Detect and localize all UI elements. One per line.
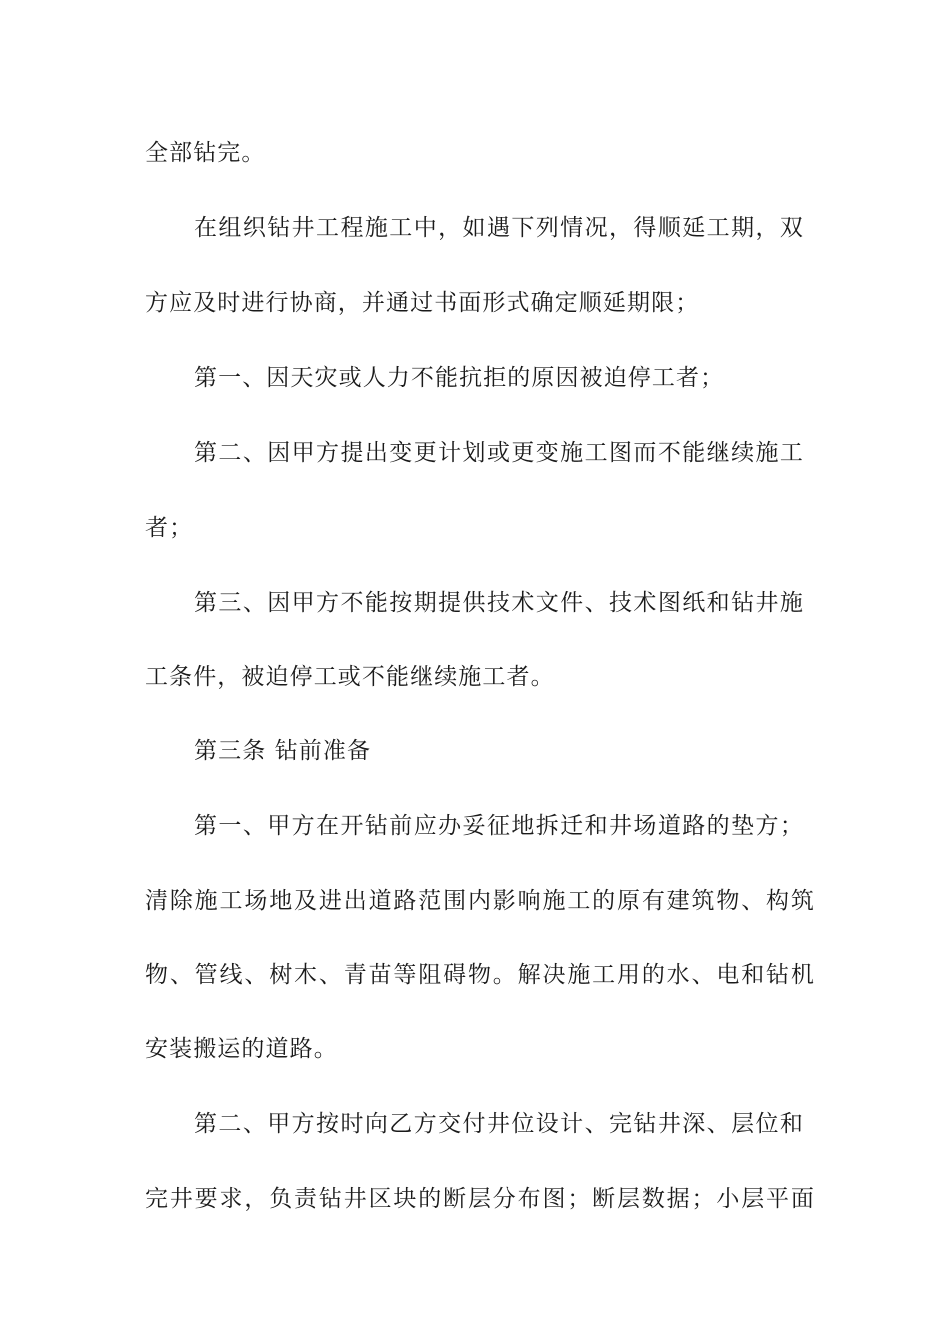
- text-line: 物、管线、树木、青苗等阻碍物。解决施工用的水、电和钻机: [145, 962, 815, 988]
- paragraph-first-line: 第一、甲方在开钻前应办妥征地拆迁和井场道路的垫方；: [194, 813, 804, 839]
- text-line: 者；: [145, 515, 194, 541]
- text-line: 方应及时进行协商，并通过书面形式确定顺延期限；: [145, 290, 700, 316]
- section-heading: 第三条 钻前准备: [194, 738, 372, 764]
- paragraph-first-line: 第一、因天灾或人力不能抗拒的原因被迫停工者；: [194, 365, 725, 391]
- paragraph-first-line: 第三、因甲方不能按期提供技术文件、技术图纸和钻井施: [194, 590, 804, 616]
- text-line: 完井要求，负责钻井区块的断层分布图；断层数据；小层平面: [145, 1186, 815, 1212]
- text-line: 安装搬运的道路。: [145, 1036, 338, 1062]
- paragraph-first-line: 在组织钻井工程施工中，如遇下列情况，得顺延工期，双: [194, 215, 804, 241]
- paragraph-first-line: 第二、甲方按时向乙方交付井位设计、完钻井深、层位和: [194, 1111, 804, 1137]
- paragraph-first-line: 第二、因甲方提出变更计划或更变施工图而不能继续施工: [194, 440, 804, 466]
- text-line: 工条件，被迫停工或不能继续施工者。: [145, 664, 555, 690]
- text-line: 全部钻完。: [145, 140, 266, 166]
- text-line: 清除施工场地及进出道路范围内影响施工的原有建筑物、构筑: [145, 888, 815, 914]
